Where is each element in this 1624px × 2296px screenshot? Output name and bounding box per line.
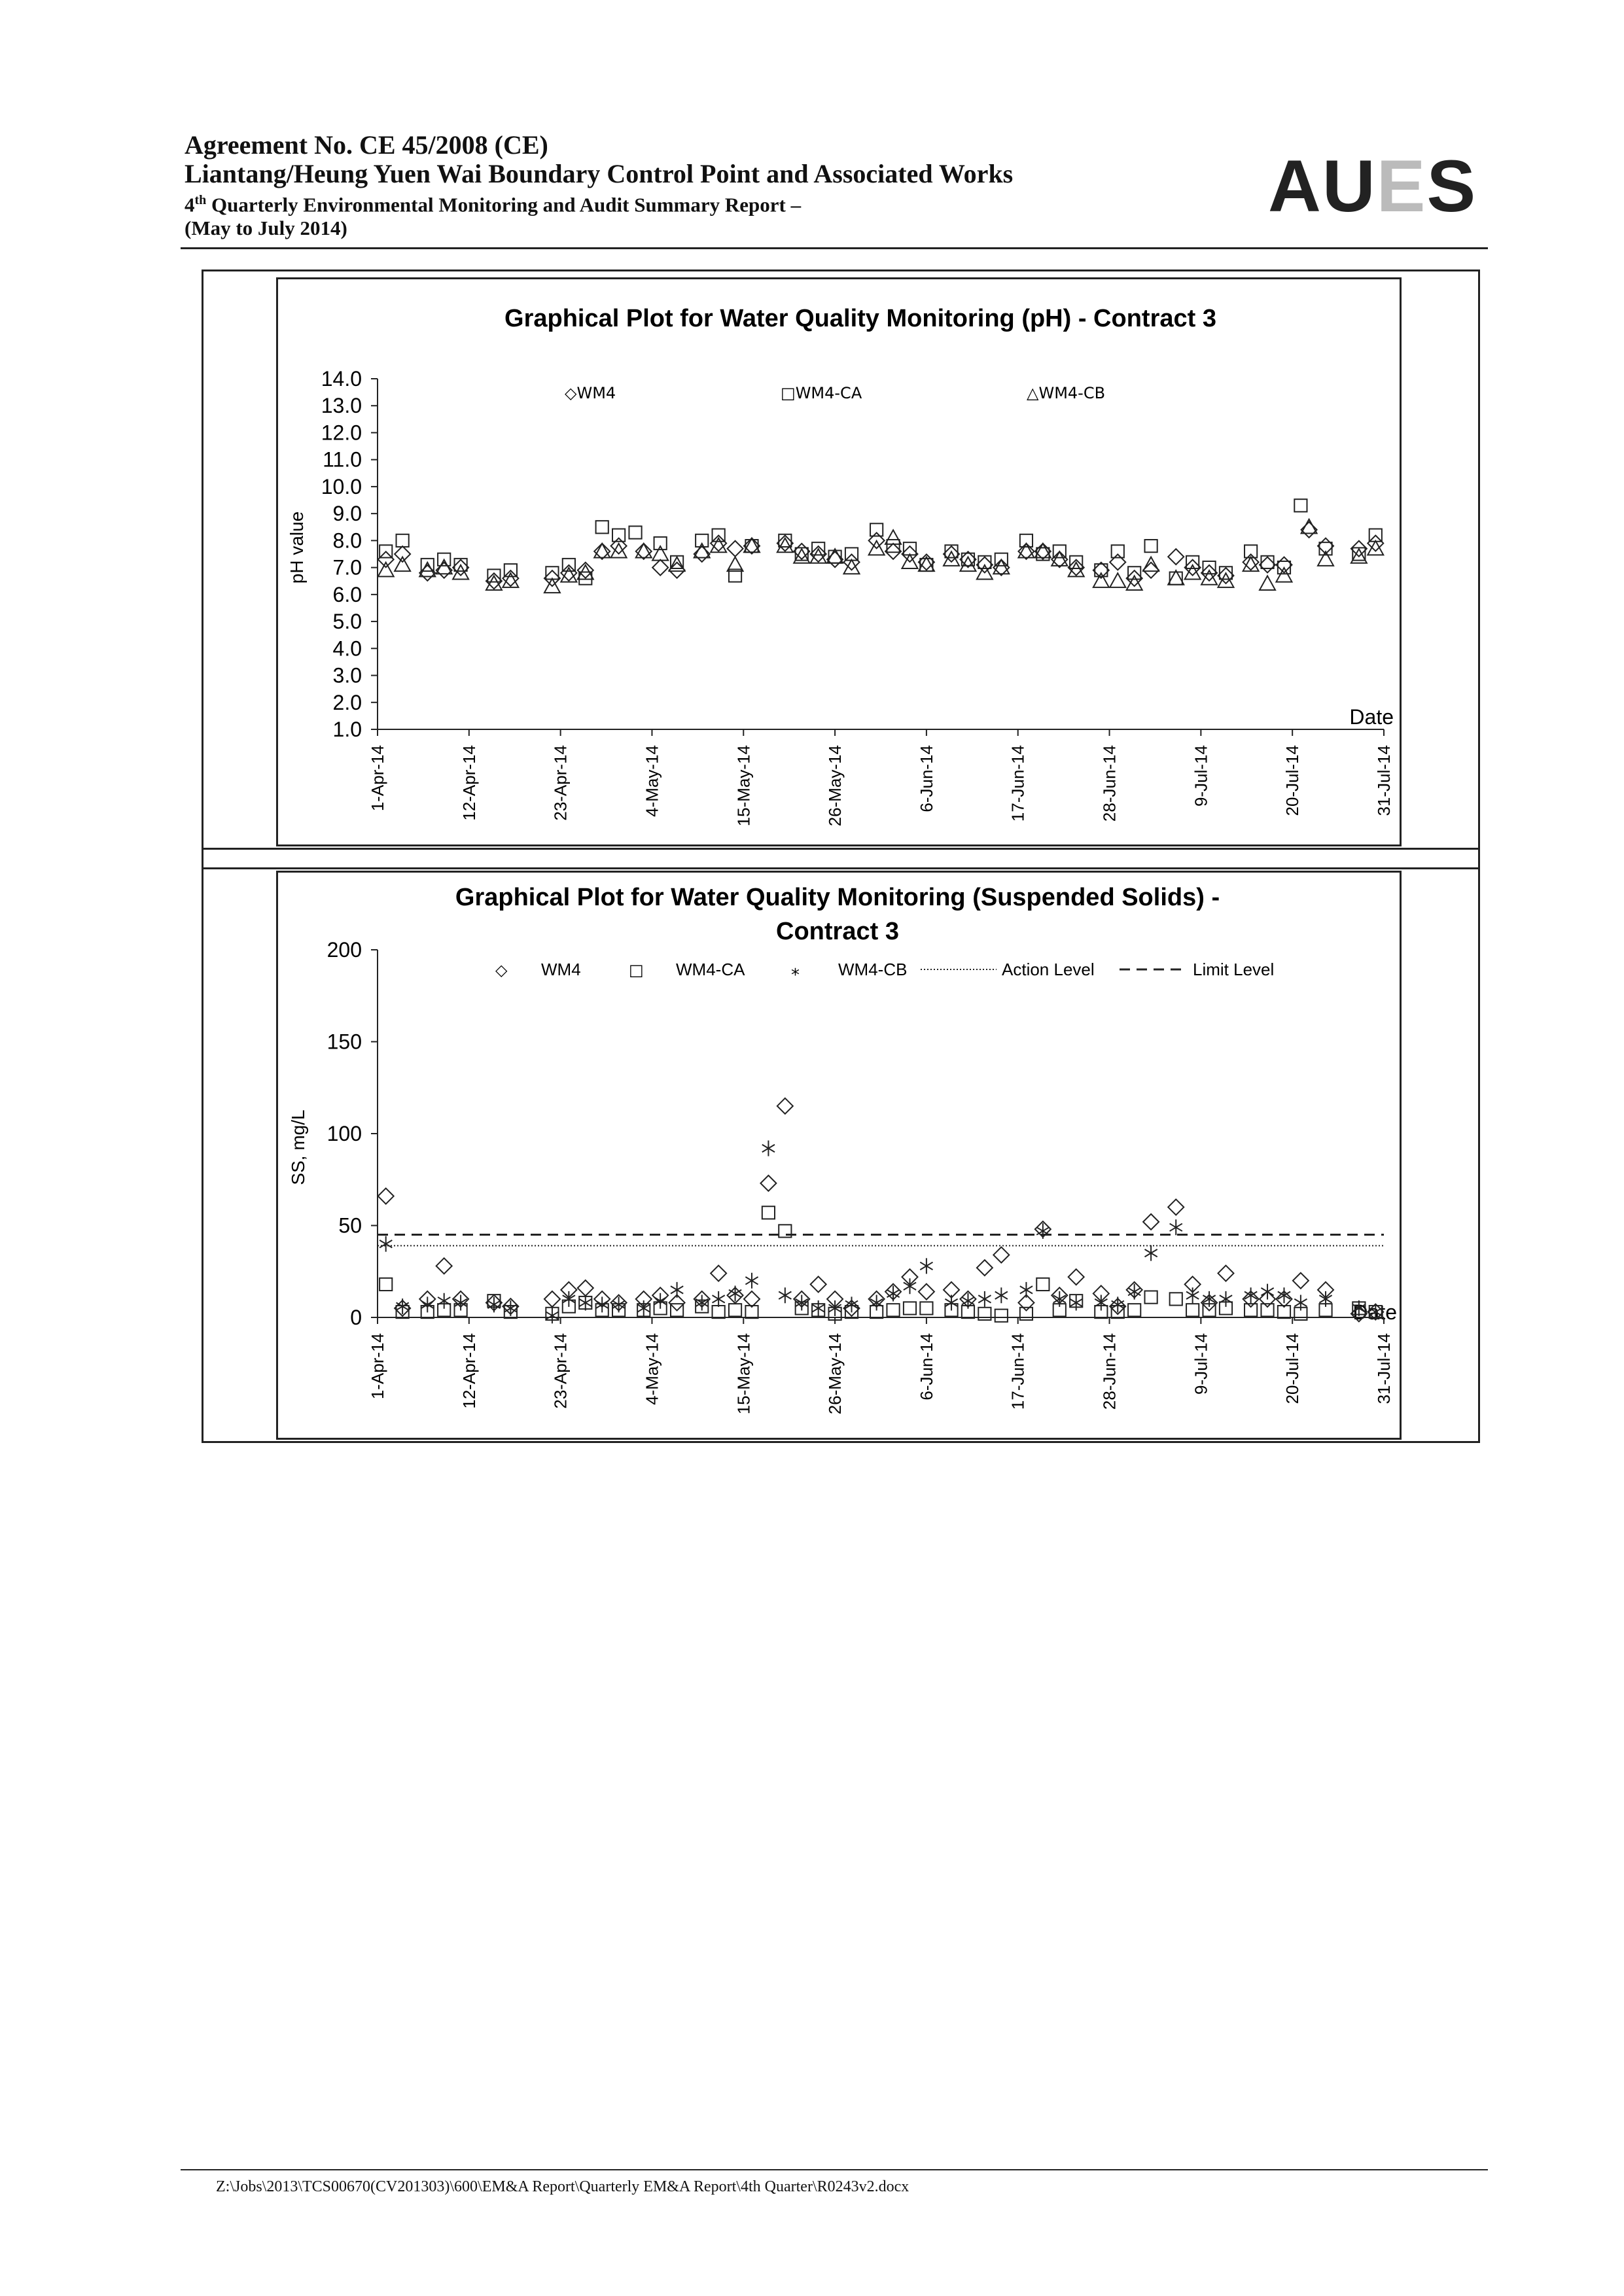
wm4-cb-point [1368,541,1383,555]
ss-y-axis-label: SS, mg/L [288,1109,308,1185]
wm4-ca-point [1144,1291,1157,1303]
x-tick-label: 6-Jun-14 [916,1333,936,1400]
wm4-point [1218,1266,1233,1281]
x-tick-label: 28-Jun-14 [1099,745,1120,822]
report-period: (May to July 2014) [185,217,347,240]
y-tick-label: 50 [338,1213,362,1238]
wm4-ca-point [887,540,899,552]
y-tick-label: 5.0 [332,610,362,634]
wm4-cb-point [779,1287,791,1303]
y-tick-label: 150 [327,1030,362,1054]
wm4-ca-point [904,1302,916,1314]
ph-plot-area [321,367,1394,826]
wm4-point [1260,557,1275,572]
wm4-point [944,546,959,562]
wm4-cb-point [1294,1295,1307,1311]
wm4-ca-point [1203,561,1215,574]
wm4-ca-point [920,1302,932,1314]
wm4-point [652,560,668,576]
x-tick-label: 4-May-14 [642,745,662,817]
wm4-ca-point [729,1304,741,1316]
wm4-ca-point [1128,566,1140,579]
wm4-ca-point [870,523,883,536]
wm4-cb-point [944,551,959,566]
wm4-point [636,544,652,559]
wm4-ca-point [1186,1304,1199,1316]
wm4-point [1035,544,1051,559]
wm4-ca-point [1112,545,1124,557]
y-tick-label: 12.0 [321,421,362,445]
wm4-cb-point [453,565,468,580]
wm4-cb-point [1218,573,1233,587]
ss-legend [495,960,1274,980]
y-tick-label: 11.0 [323,447,362,472]
ss-legend-wm4cb: WM4-CB [838,960,908,979]
wm4-cb-point [762,1140,775,1156]
y-tick-label: 10.0 [321,474,362,498]
x-tick-label: 15-May-14 [733,745,754,827]
x-tick-label: 31-Jul-14 [1374,1333,1394,1404]
wm4-point [578,1280,593,1296]
aues-logo: AUES [1268,145,1477,227]
wm4-cb-point [636,544,652,558]
ss-legend-wm4ca-marker: □ [629,961,644,979]
wm4-cb-point [1220,1291,1232,1307]
wm4-ca-point [397,534,409,547]
wm4-cb-point [945,1295,957,1311]
wm4-cb-point [594,544,610,558]
ss-legend-limit: Limit Level [1193,960,1275,979]
ss-chart [276,871,1402,1440]
wm4-ca-point [596,521,609,533]
wm4-cb-point [995,1287,1008,1303]
wm4-point [885,544,901,559]
wm4-cb-point [1051,551,1067,566]
x-tick-label: 20-Jul-14 [1282,745,1303,816]
wm4-ca-point [696,534,708,547]
wm4-cb-point [1110,573,1125,587]
wm4-cb-point [1093,573,1109,587]
ph-chart [276,277,1402,846]
wm4-point [760,1175,776,1191]
y-tick-label: 7.0 [332,555,362,580]
wm4-point [1093,563,1109,578]
wm4-cb-point [993,560,1009,574]
wm4-cb-point [978,1291,991,1307]
wm4-point [844,554,860,570]
wm4-ca-point [762,1206,775,1219]
x-tick-label: 4-May-14 [642,1333,662,1405]
x-tick-label: 20-Jul-14 [1282,1333,1303,1404]
wm4-point [544,1291,560,1307]
header-rule [181,247,1488,249]
wm4-ca-point [1170,1293,1182,1305]
wm4-cb-point [885,530,901,544]
x-tick-label: 26-May-14 [825,745,845,827]
wm4-cb-point [671,1282,683,1298]
wm4-point [744,538,760,554]
wm4-point [744,1291,760,1307]
wm4-point [711,1266,726,1281]
wm4-point [436,1258,452,1274]
ph-legend [565,384,1105,402]
wm4-ca-point [1261,1304,1273,1316]
x-tick-label: 17-Jun-14 [1008,745,1028,822]
wm4-ca-point [612,529,625,542]
y-tick-label: 1.0 [332,718,362,741]
y-tick-label: 14.0 [321,367,362,391]
wm4-cb-point [611,544,627,558]
wm4-point [960,551,976,567]
ss-plot-area [327,938,1394,1414]
x-tick-label: 12-Apr-14 [459,1333,479,1409]
wm4-cb-point [579,1295,591,1311]
report-title: 4th Quarterly Environmental Monitoring and Audit Summary Report – [185,193,802,217]
wm4-ca-point [1186,556,1199,568]
wm4-cb-point [1185,565,1201,580]
y-tick-label: 0 [350,1306,362,1329]
wm4-point [1143,1214,1159,1230]
x-tick-label: 12-Apr-14 [459,745,479,821]
y-tick-label: 2.0 [332,690,362,714]
x-tick-label: 23-Apr-14 [550,745,571,821]
wm4-ca-point [1244,1304,1257,1316]
wm4-point [378,551,394,567]
wm4-cb-point [1276,568,1292,582]
agreement-number: Agreement No. CE 45/2008 (CE) [185,130,548,160]
ss-chart-title-line2: Contract 3 [776,918,899,945]
document-header [185,131,1013,240]
wm4-point [594,544,610,559]
ss-legend-wm4cb-marker: ⁎ [791,960,800,980]
wm4-cb-point [1170,1219,1182,1235]
wm4-cb-point [812,1300,824,1316]
wm4-cb-point [960,557,976,571]
wm4-point [1368,536,1383,551]
wm4-cb-point [1020,1282,1033,1298]
x-tick-label: 1-Apr-14 [368,1333,387,1400]
wm4-cb-point [1035,544,1051,558]
wm4-point [1293,1273,1309,1289]
wm4-cb-point [596,1296,609,1312]
y-tick-label: 9.0 [332,502,362,526]
wm4-cb-point [1261,1284,1273,1300]
ph-legend-wm4: ◇WM4 [565,384,616,402]
wm4-point [1168,1199,1184,1215]
x-tick-label: 1-Apr-14 [368,745,387,812]
wm4-point [1201,565,1217,581]
wm4-cb-point [1201,570,1217,585]
wm4-cb-point [421,1296,434,1312]
y-tick-label: 200 [327,938,362,962]
wm4-point [1110,554,1125,570]
wm4-ca-point [995,1310,1008,1322]
ph-x-axis-label: Date [1349,705,1394,729]
ss-legend-wm4ca: WM4-CA [676,960,745,979]
y-tick-label: 13.0 [321,394,362,418]
wm4-point [811,1276,826,1292]
wm4-point [1218,568,1233,583]
wm4-cb-point [1143,557,1159,571]
ph-chart-svg [278,279,1403,848]
wm4-cb-point [378,563,394,577]
wm4-point [611,538,627,554]
wm4-point [378,1189,394,1204]
ss-legend-wm4: WM4 [541,960,581,979]
wm4-point [395,546,410,562]
wm4-point [1051,551,1067,567]
wm4-ca-point [713,1306,725,1318]
wm4-ca-point [978,1308,991,1320]
wm4-cb-point [380,1236,392,1252]
wm4-point [1276,557,1292,572]
wm4-ca-point [1294,499,1307,512]
wm4-ca-point [1144,540,1157,552]
wm4-cb-point [395,557,410,571]
ph-y-axis-label: pH value [287,511,307,584]
wm4-cb-point [438,1293,450,1309]
y-tick-label: 6.0 [332,582,362,606]
file-path: Z:\Jobs\2013\TCS00670(CV201303)\600\EM&A Report\Quarterly EM&A Report\4th Quarter\R0243v2.docx [216,2178,909,2195]
x-tick-label: 6-Jun-14 [916,745,936,812]
x-tick-label: 28-Jun-14 [1099,1333,1120,1410]
x-tick-label: 9-Jul-14 [1191,1333,1211,1395]
ss-chart-svg [278,873,1403,1442]
wm4-cb-point [1070,1295,1082,1311]
project-title: Liantang/Heung Yuen Wai Boundary Control Point and Associated Works [185,159,1014,188]
wm4-point [977,1260,993,1276]
wm4-point [993,560,1009,576]
wm4-ca-point [629,526,641,538]
wm4-cb-point [844,560,860,574]
wm4-point [728,541,743,557]
ss-x-axis-label: Date [1352,1300,1397,1324]
x-tick-label: 26-May-14 [825,1333,845,1415]
wm4-ca-point [1128,1304,1140,1316]
wm4-ca-point [380,1278,392,1291]
wm4-point [1127,570,1142,586]
x-tick-label: 31-Jul-14 [1374,745,1394,816]
wm4-point [1168,549,1184,565]
wm4-cb-point [920,1258,932,1274]
ph-chart-title: Graphical Plot for Water Quality Monitoring (pH) - Contract 3 [504,305,1216,332]
wm4-cb-point [546,1308,558,1323]
y-tick-label: 100 [327,1122,362,1145]
wm4-cb-point [713,1291,725,1307]
wm4-cb-point [652,546,668,561]
ph-legend-wm4ca: □WM4-CA [781,384,862,402]
wm4-cb-point [1127,576,1142,590]
wm4-point [1185,560,1201,576]
wm4-cb-point [1260,576,1275,590]
wm4-ca-point [1095,564,1107,576]
wm4-ca-point [887,1304,899,1316]
ss-legend-action: Action Level [1002,960,1095,979]
x-tick-label: 9-Jul-14 [1191,745,1211,807]
ph-legend-wm4cb: △WM4-CB [1027,384,1106,402]
y-tick-label: 8.0 [332,529,362,553]
wm4-cb-point [654,1293,667,1309]
ss-legend-wm4-marker: ◇ [495,961,508,979]
wm4-point [794,544,809,559]
wm4-point [669,563,685,578]
wm4-cb-point [745,1273,758,1289]
x-tick-label: 23-Apr-14 [550,1333,571,1409]
footer-rule [181,2169,1488,2170]
y-tick-label: 3.0 [332,663,362,687]
wm4-ca-point [1020,534,1033,547]
wm4-point [1143,563,1159,578]
wm4-point [777,1098,793,1114]
x-tick-label: 17-Jun-14 [1008,1333,1028,1410]
wm4-cb-point [1144,1245,1157,1261]
wm4-cb-point [1186,1287,1199,1303]
wm4-point [919,1284,934,1300]
wm4-ca-point [1036,1278,1049,1291]
wm4-point [993,1247,1009,1262]
x-tick-label: 15-May-14 [733,1333,754,1415]
wm4-ca-point [1020,1308,1033,1320]
wm4-cb-point [1018,544,1034,558]
y-tick-label: 4.0 [332,636,362,661]
wm4-point [453,560,468,576]
wm4-point [1018,544,1034,559]
ss-chart-title-line1: Graphical Plot for Water Quality Monitoring (Suspended Solids) - [455,884,1220,911]
wm4-ca-point [654,537,667,549]
table-divider [202,867,1480,869]
wm4-point [1068,1269,1084,1285]
